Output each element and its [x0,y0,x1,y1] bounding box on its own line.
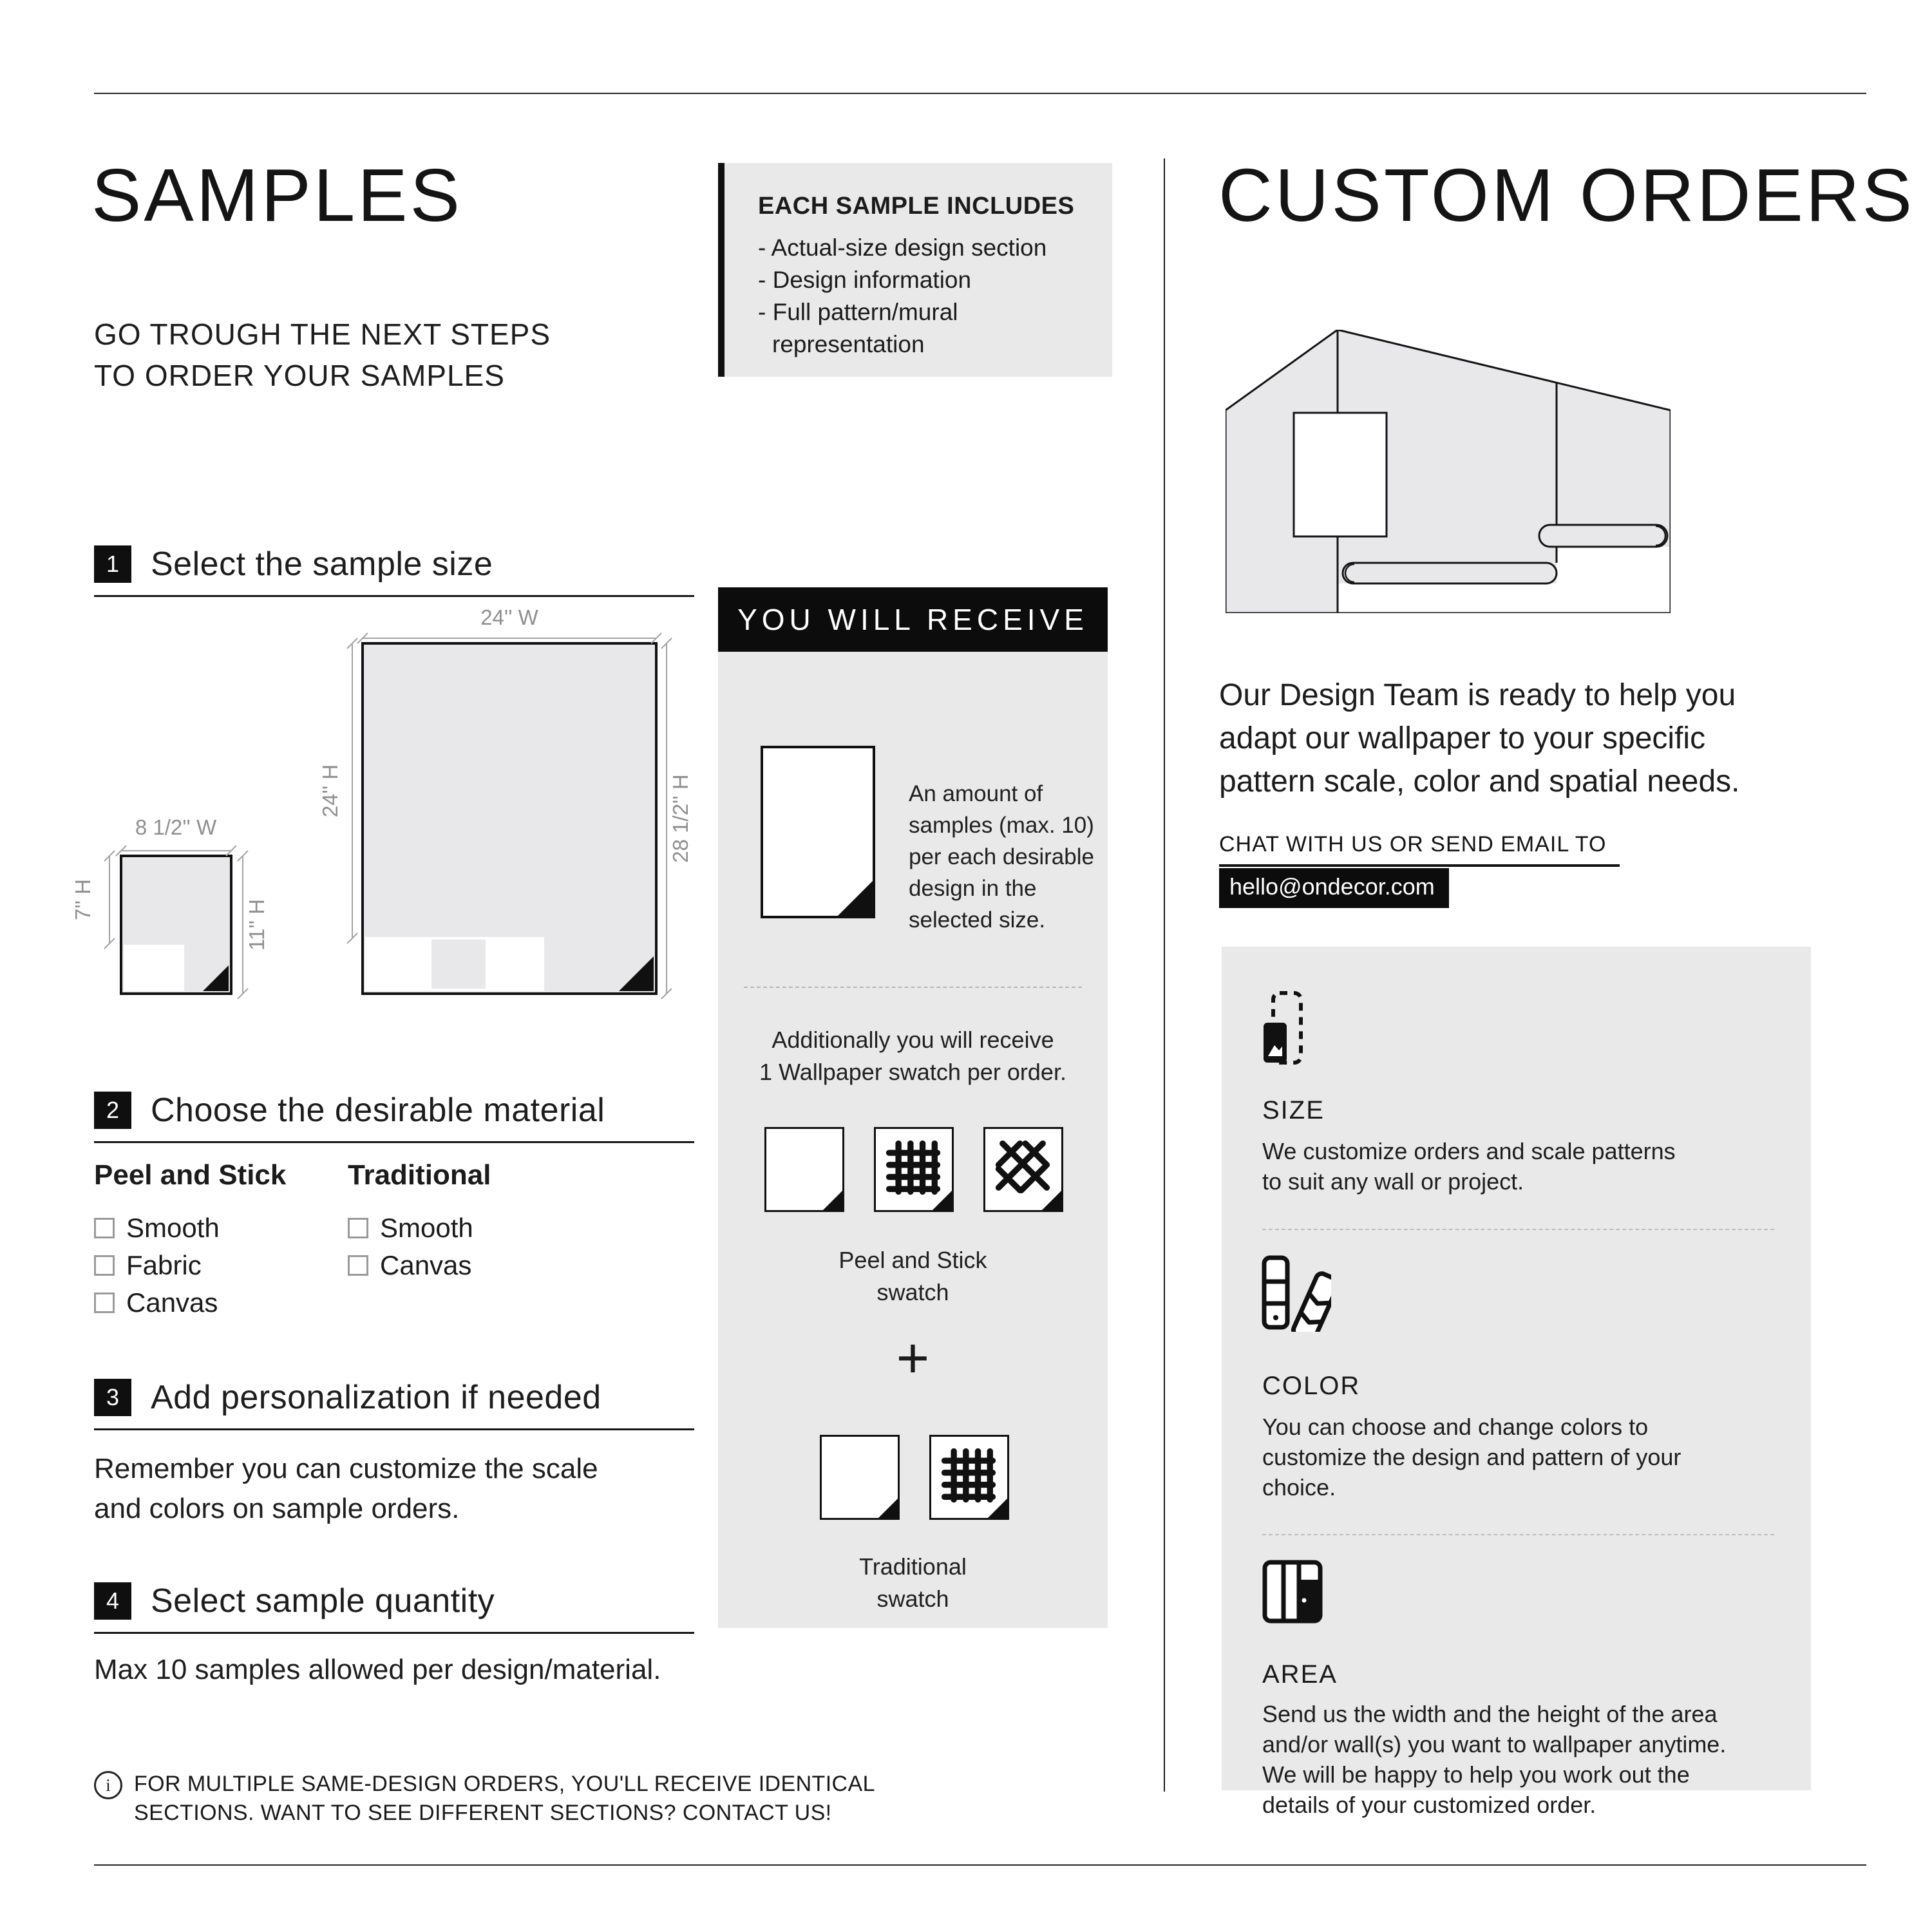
material-column-peel-and-stick [94,1159,286,1321]
material-option[interactable]: Canvas [126,1287,218,1318]
plus-icon: + [896,1326,930,1390]
additional-line: 1 Wallpaper swatch per order. [759,1059,1066,1085]
step-4-underline [94,1632,694,1634]
fold-corner-icon [838,881,873,916]
caption-line: Peel and Stick [838,1247,987,1273]
paper-sample-icon [761,746,875,918]
samples-intro-line: GO TROUGH THE NEXT STEPS [94,317,551,351]
feature-text [1262,1412,1681,1502]
fold-corner-icon [933,1191,952,1210]
custom-intro-line: adapt our wallpaper to your specific [1219,721,1706,755]
small-sample-shape [121,856,231,994]
checkbox[interactable] [348,1255,368,1276]
large-right-height-label: 28 1/2'' H [668,774,692,863]
large-width-label: 24'' W [480,605,538,629]
window [1294,413,1387,536]
includes-title: EACH SAMPLE INCLUDES [758,193,1075,220]
receive-samples-line: selected size. [909,907,1046,933]
receive-samples-text [909,778,1094,936]
traditional-swatches [820,1435,1009,1520]
additional-line: Additionally you will receive [772,1027,1054,1053]
material-option[interactable]: Smooth [380,1213,473,1243]
large-sample-shape [363,643,656,994]
size-crop-icon [1262,990,1303,1065]
dashed-divider [1262,1229,1774,1230]
small-width-label: 8 1/2'' W [135,815,217,839]
peel-and-stick-title: Peel and Stick [94,1159,287,1191]
feature-text-line: and/or wall(s) you want to wallpaper anytime. [1262,1731,1727,1757]
material-option[interactable]: Canvas [380,1250,472,1280]
fold-corner-icon [988,1499,1007,1518]
checkbox[interactable] [348,1218,368,1238]
step-3 [94,1378,694,1430]
caption-line: swatch [876,1586,949,1612]
blank-swatch-icon [820,1435,900,1520]
receive-panel [718,652,1108,1628]
samples-intro [94,314,551,396]
additional-swatch-text [718,1024,1108,1088]
sample-size-diagram [64,600,708,1051]
step-4-label: Select sample quantity [151,1582,495,1620]
each-sample-includes-box [718,163,1112,377]
step-4-number: 4 [94,1582,131,1620]
custom-intro [1219,674,1740,803]
peel-and-stick-swatch-caption [718,1244,1108,1309]
caption-line: swatch [876,1279,949,1305]
feature-heading: SIZE [1262,1096,1325,1124]
feature-text-line: customize the design and pattern of your [1262,1444,1681,1470]
custom-intro-line: pattern scale, color and spatial needs. [1219,764,1740,799]
step-4-text: Max 10 samples allowed per design/material. [94,1654,661,1685]
material-option[interactable]: Smooth [126,1213,220,1243]
step-2-label: Choose the desirable material [151,1092,605,1129]
chat-label: CHAT WITH US OR SEND EMAIL TO [1219,832,1607,857]
wallpaper-roll-icon [1343,563,1557,583]
chat-underline [1219,864,1620,867]
column-divider [1164,158,1165,1792]
includes-item: - Design information [758,267,972,293]
traditional-swatch-caption [718,1551,1108,1615]
you-will-receive-banner: YOU WILL RECEIVE [718,587,1108,652]
custom-intro-line: Our Design Team is ready to help you [1219,678,1736,712]
step-1-label: Select the sample size [151,545,493,583]
receive-samples-line: An amount of [909,781,1043,806]
area-wall-door-icon [1262,1560,1323,1624]
large-left-height-label: 24'' H [318,764,342,818]
feature-text-line: to suit any wall or project. [1262,1168,1524,1195]
top-rule [94,93,1866,94]
fold-corner-icon [823,1191,842,1210]
feature-text [1262,1136,1676,1197]
checkbox[interactable] [94,1218,115,1238]
includes-item: - Actual-size design section [758,234,1047,261]
small-right-height-label: 11'' H [245,899,269,951]
checkbox[interactable] [94,1293,115,1313]
small-left-height-label: 7'' H [71,879,95,920]
wallpapered-house-illustration [1226,330,1671,613]
traditional-title: Traditional [348,1159,491,1191]
bottom-rule [94,1864,1866,1866]
caption-line: Traditional [859,1553,967,1580]
feature-heading: AREA [1262,1660,1338,1689]
samples-title: SAMPLES [91,153,462,237]
fold-corner-icon [1042,1191,1061,1210]
includes-item: - Full pattern/mural [758,299,958,325]
bottom-note [94,1770,875,1828]
step-3-text [94,1449,598,1529]
step-2-underline [94,1141,694,1143]
material-column-traditional [348,1159,491,1284]
crosshatch-swatch-icon [983,1127,1063,1212]
peel-and-stick-swatches [764,1127,1063,1212]
step-1-underline [94,595,694,597]
grid-swatch-icon [874,1127,954,1212]
color-swatches-icon [1260,1255,1331,1332]
step-3-number: 3 [94,1379,131,1416]
step-1 [94,545,694,597]
note-line: FOR MULTIPLE SAME-DESIGN ORDERS, YOU'LL RECEIVE IDENTICAL [134,1772,875,1796]
step-1-number: 1 [94,545,131,583]
custom-orders-title: CUSTOM ORDERS [1218,153,1915,237]
email-badge[interactable]: hello@ondecor.com [1219,868,1449,908]
step-2-number: 2 [94,1092,131,1129]
step-3-text-line: and colors on sample orders. [94,1493,460,1524]
note-line: SECTIONS. WANT TO SEE DIFFERENT SECTIONS? CONTACT US! [134,1801,832,1825]
feature-text-line: details of your customized order. [1262,1792,1596,1818]
feature-text-line: You can choose and change colors to [1262,1414,1649,1440]
feature-text-line: We customize orders and scale patterns [1262,1138,1676,1164]
step-3-underline [94,1428,694,1430]
step-3-label: Add personalization if needed [151,1379,601,1416]
grid-swatch-icon [929,1435,1009,1520]
fold-corner-icon [878,1499,898,1518]
material-option[interactable]: Fabric [126,1250,202,1280]
blank-swatch-icon [764,1127,844,1212]
feature-heading: COLOR [1262,1372,1361,1400]
dashed-divider [1262,1534,1774,1535]
receive-samples-line: design in the [909,876,1037,901]
wallpaper-roll-icon [1539,525,1667,547]
receive-samples-line: per each desirable [909,844,1094,869]
step-3-text-line: Remember you can customize the scale [94,1453,598,1484]
info-icon: i [94,1771,122,1799]
step-2 [94,1091,694,1143]
feature-text-line: We will be happy to help you work out the [1262,1761,1690,1788]
dashed-divider [744,987,1082,988]
custom-features-panel [1222,947,1811,1818]
checkbox[interactable] [94,1255,115,1276]
feature-text-line: choice. [1262,1474,1336,1501]
receive-samples-line: samples (max. 10) [909,813,1094,838]
samples-intro-line: TO ORDER YOUR SAMPLES [94,359,505,392]
feature-text [1262,1699,1726,1820]
includes-item: representation [772,331,925,357]
feature-text-line: Send us the width and the height of the area [1262,1701,1718,1727]
step-4 [94,1582,694,1634]
